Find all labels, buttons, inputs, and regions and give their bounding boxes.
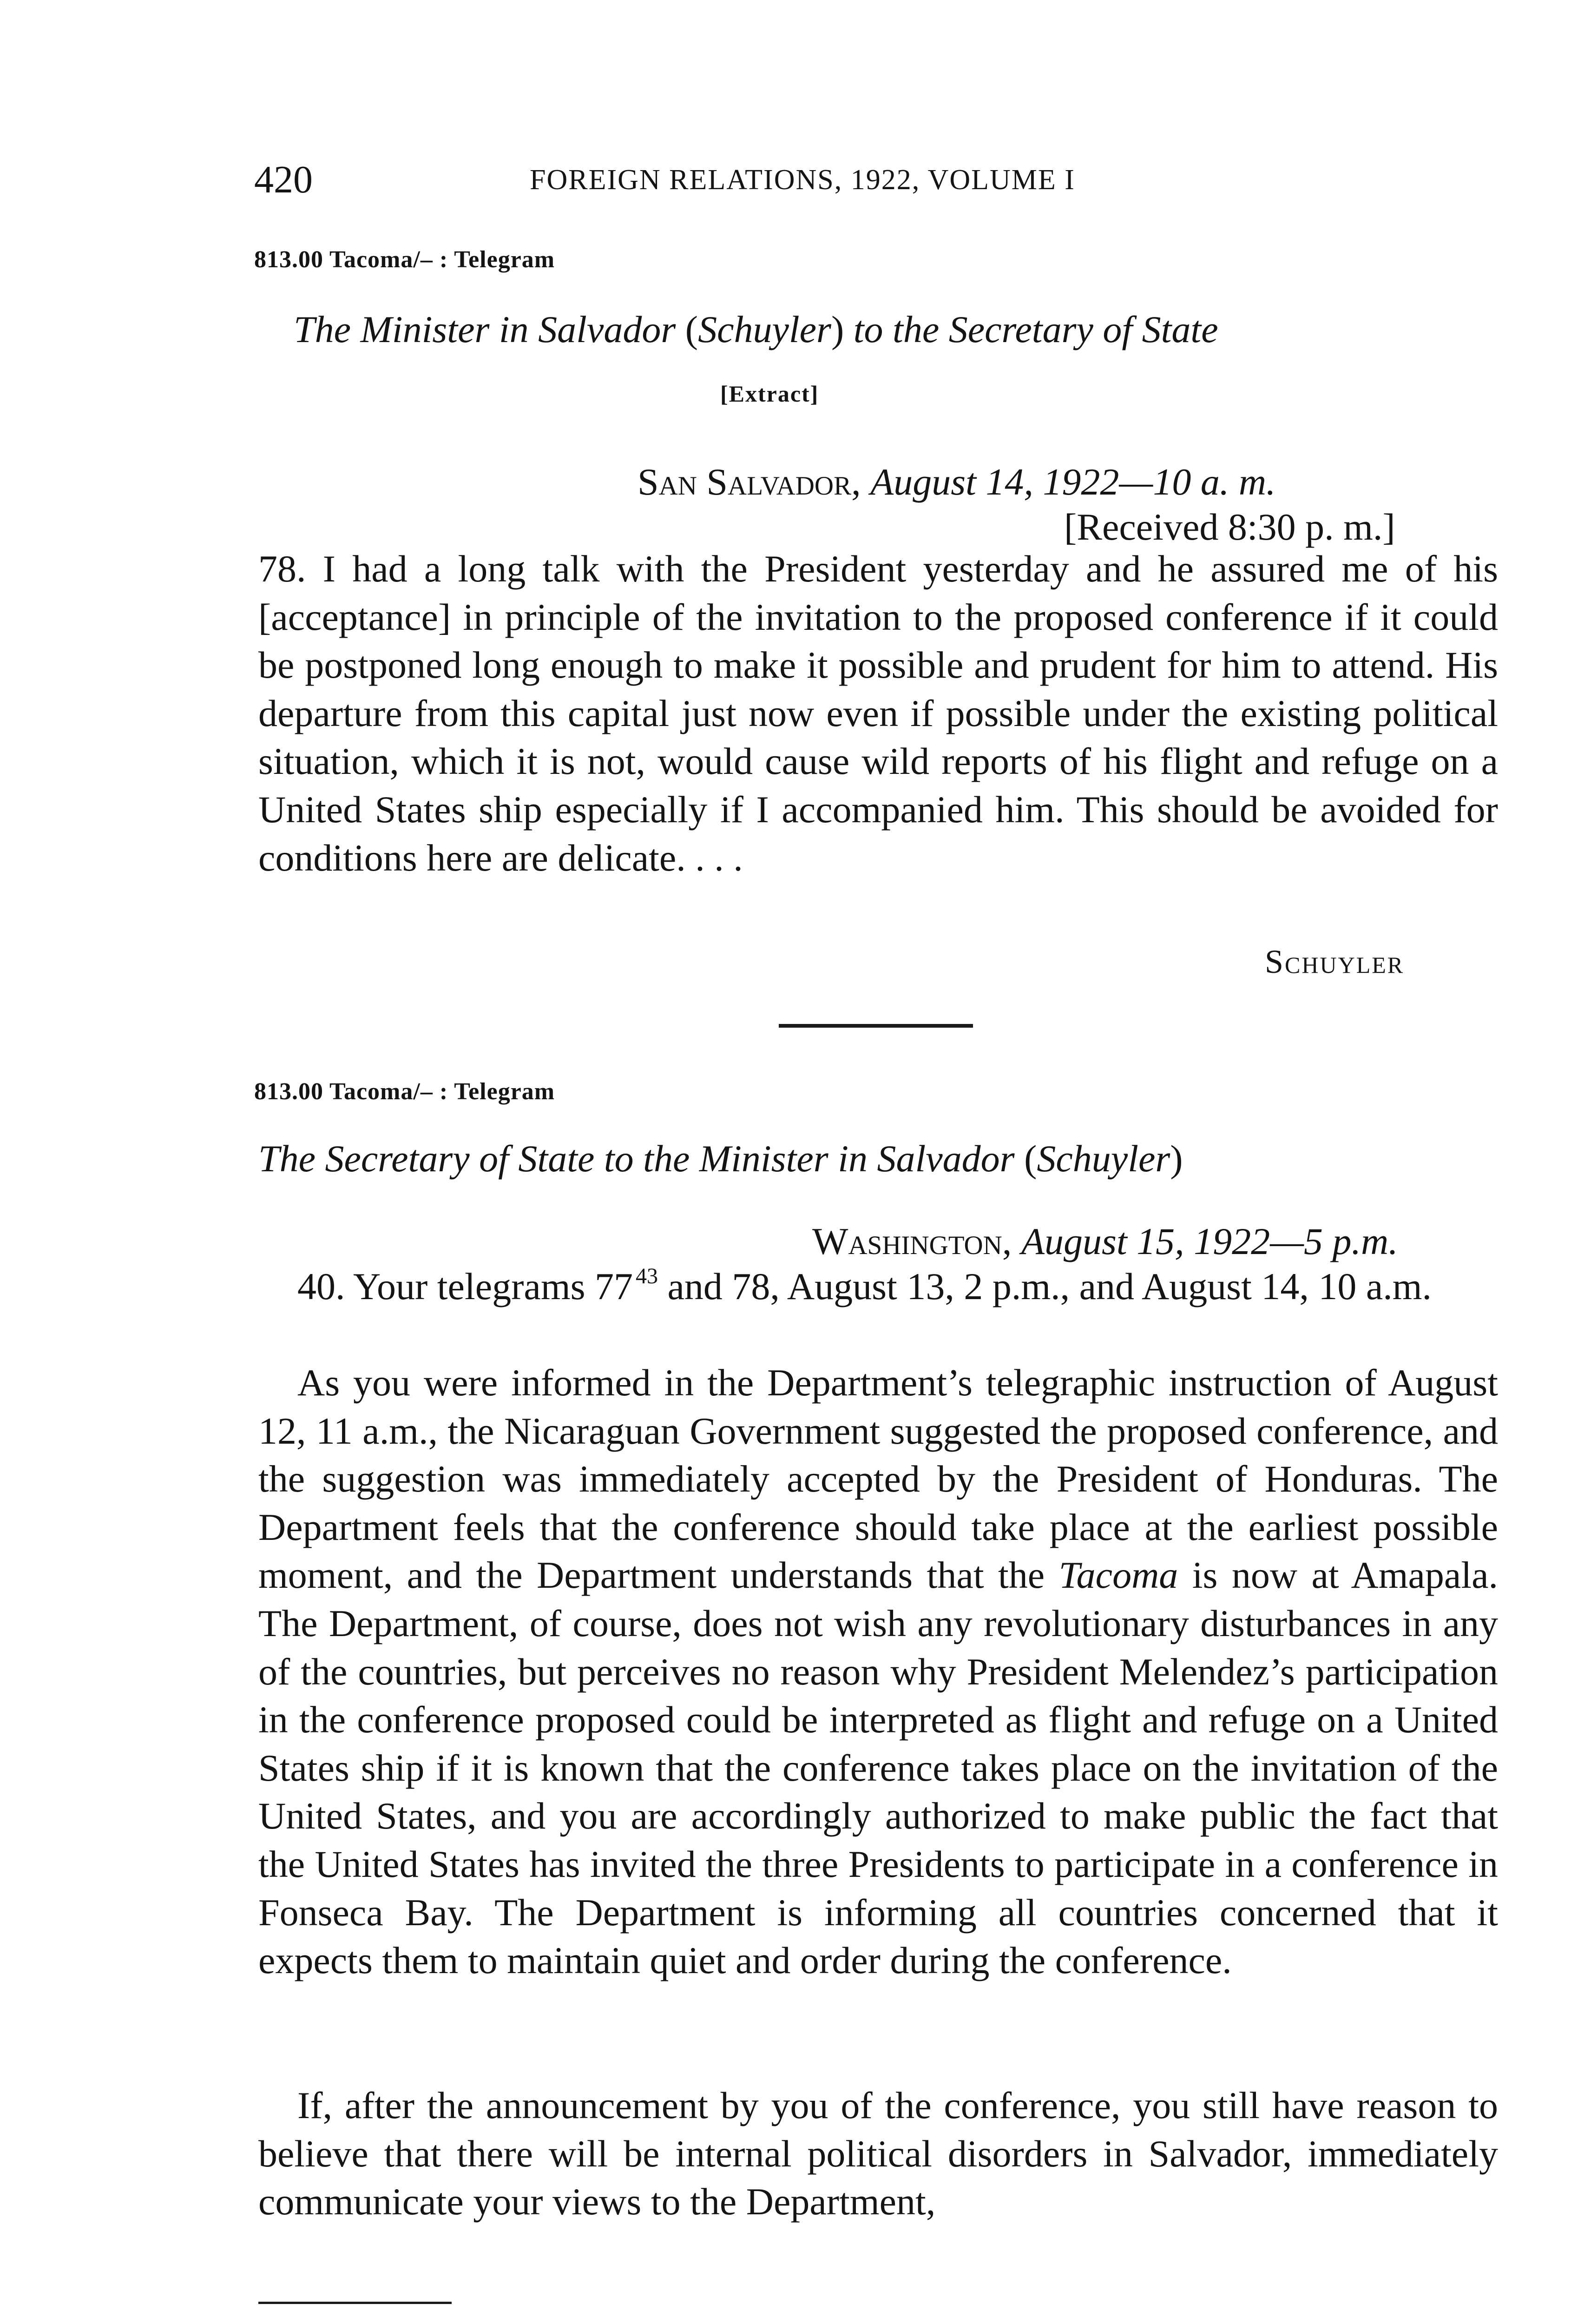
- dateline: [638, 463, 1276, 501]
- telegram-body: 78. I had a long talk with the President yesterday and he assured me of his [acceptance] in principle of the invitation to the proposed conference if it could be postponed long enough to make it possible and prudent for him to attend. His departure from this capital just now even if possible under the existing political situation, which it is not, would cause wild reports of his flight and refuge on a United States ship especially if I accompanied him. This should be avoided for conditions here are delicate. . . .: [258, 548, 1498, 879]
- title-paren-close: ): [1170, 1137, 1183, 1180]
- title-paren-open: (: [685, 308, 698, 350]
- title-text-end: to the Secretary of State: [844, 308, 1218, 350]
- page-number: 420: [254, 158, 313, 201]
- ship-name: Tacoma: [1058, 1554, 1178, 1597]
- dateline: [812, 1222, 1398, 1261]
- title-paren-close: ): [831, 308, 844, 350]
- paragraph-text: is now at Amapala. The Department, of course, does not wish any revolutionary disturbances in any of the countries, but perceives no reason why President Melendez’s participation in the conference proposed could be interpreted as flight and refuge on a United States ship if it is known that the conference takes place on the invitation of the United States, and you are accordingly authorized to make public the fact that the United States has invited the three Presidents to participate in a conference in Fonseca Bay. The Department is informing all countries concerned that it expects them to maintain quiet and order during the conference.: [258, 1554, 1498, 1982]
- telegram-paragraph: [258, 1262, 1498, 1311]
- paragraph-text: As you were informed in the Department’s telegraphic instruction of August 12, 11 a.m., the Nicaraguan Government suggested the proposed conference, and the suggestion was immediately accepted by the President of Honduras. The Department feels that the conference should take place at the earliest possible moment, and the Department understands that the: [258, 1361, 1498, 1597]
- title-text: The Secretary of State to the Minister in Salvador: [258, 1137, 1025, 1180]
- telegram-paragraph: [258, 1359, 1498, 1985]
- dateline-date: August 15, 1922—5 p.m.: [1021, 1220, 1398, 1262]
- title-person: Schuyler: [1037, 1137, 1170, 1180]
- footnote-rule: [258, 2302, 452, 2304]
- file-reference: 813.00 Tacoma/– : Telegram: [254, 246, 555, 273]
- received-note: [Received 8:30 p. m.]: [1064, 506, 1395, 548]
- paragraph-text: 40. Your telegrams 77: [297, 1265, 633, 1307]
- telegram-paragraph: If, after the announcement by you of the conference, you still have reason to believe that there will be internal political disorders in Salvador, immediately communicate your views to the Department,: [258, 2084, 1498, 2223]
- file-reference: 813.00 Tacoma/– : Telegram: [254, 1078, 555, 1105]
- running-title: FOREIGN RELATIONS, 1922, VOLUME I: [530, 164, 1075, 196]
- dateline-date: August 14, 1922—10 a. m.: [870, 461, 1276, 503]
- document-title: [258, 1137, 1183, 1180]
- title-text: The Minister in Salvador: [294, 308, 685, 350]
- title-paren-open: (: [1024, 1137, 1037, 1180]
- footnote-reference: 43: [636, 1264, 658, 1288]
- title-person: Schuyler: [698, 308, 831, 350]
- dateline-place: Washington,: [812, 1220, 1012, 1262]
- document-title: [294, 310, 1218, 349]
- signature: Schuyler: [1265, 943, 1405, 980]
- section-divider: [779, 1024, 973, 1028]
- dateline-place: San Salvador,: [638, 461, 861, 503]
- paragraph-text: and 78, August 13, 2 p.m., and August 14, 10 a.m.: [658, 1265, 1432, 1307]
- extract-label: [Extract]: [720, 381, 819, 407]
